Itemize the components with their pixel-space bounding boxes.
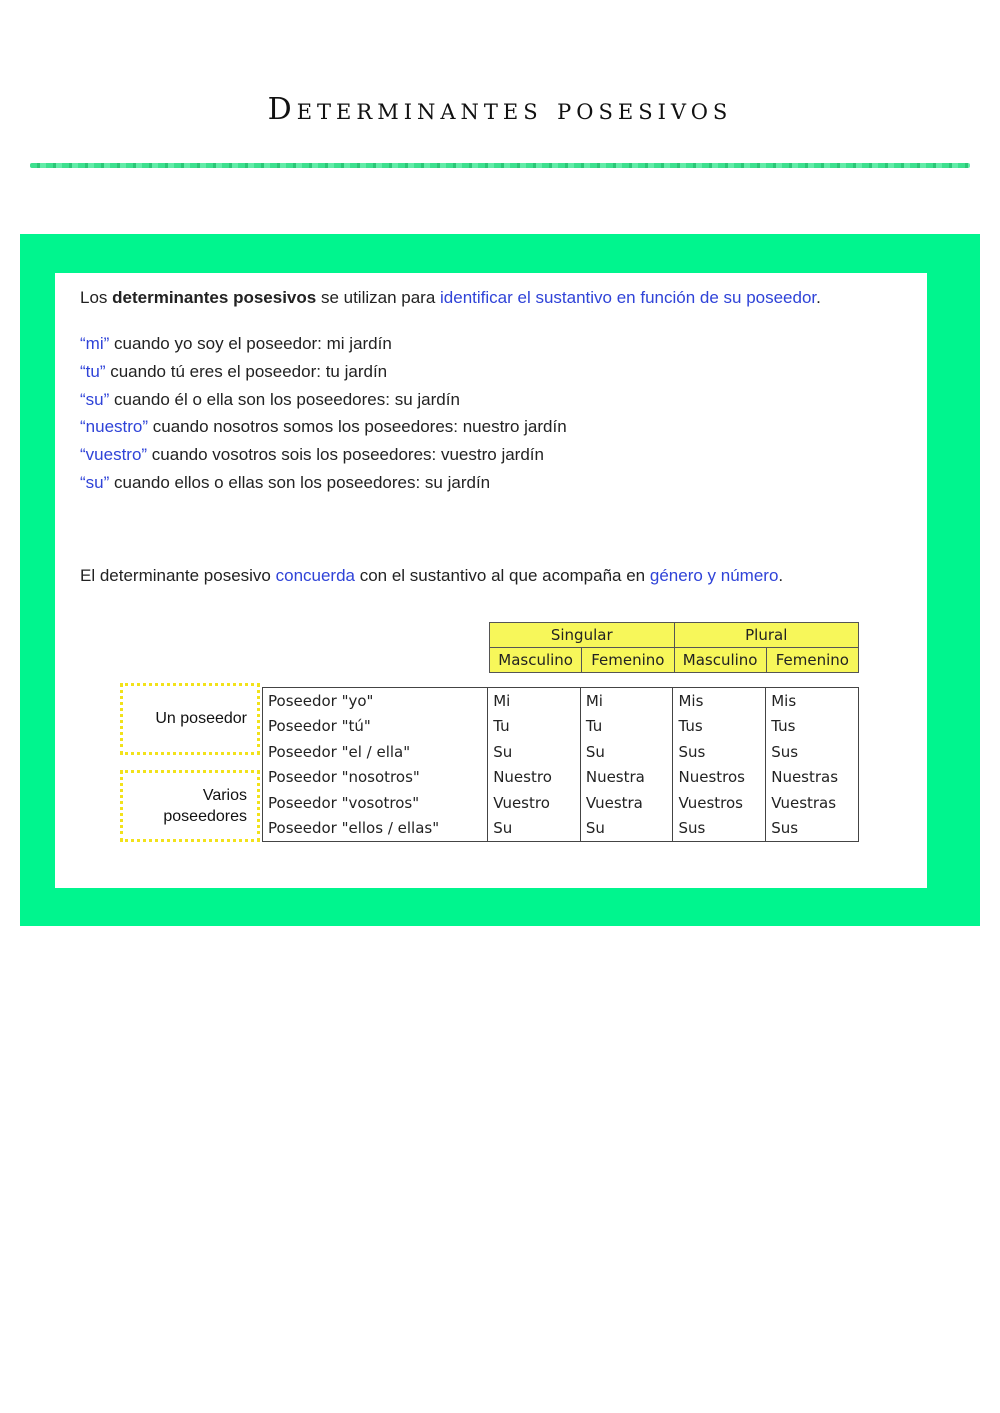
possessor-cell: Poseedor "ellos / ellas" xyxy=(263,816,488,842)
rule-word: “mi” xyxy=(80,334,110,353)
intro-bold-term: determinantes posesivos xyxy=(112,288,317,307)
table-row xyxy=(263,790,859,816)
header-singular: Singular xyxy=(490,623,675,648)
page-title: Determinantes posesivos xyxy=(267,92,733,127)
header-sing-masc: Masculino xyxy=(490,648,582,673)
usage-rules xyxy=(80,334,567,501)
intro-middle: se utilizan para xyxy=(316,288,441,307)
form-cell: Vuestra xyxy=(580,790,673,816)
form-cell: Su xyxy=(580,816,673,842)
rule-word: “tu” xyxy=(80,361,106,381)
group-label-line-2: poseedores xyxy=(163,808,247,825)
form-cell: Mis xyxy=(673,688,766,714)
header-plur-masc: Masculino xyxy=(674,648,766,673)
intro-highlight: identificar el sustantivo en función de su poseedor xyxy=(440,288,817,307)
group-label-text xyxy=(163,785,247,827)
intro-prefix: Los xyxy=(80,288,113,307)
form-cell: Nuestro xyxy=(488,765,581,791)
rule-word: “su” xyxy=(80,472,110,492)
possessives-table xyxy=(262,687,859,842)
rule-word: “su” xyxy=(80,389,110,409)
form-cell: Tus xyxy=(673,714,766,740)
possessor-cell: Poseedor "nosotros" xyxy=(263,765,488,791)
header-sing-fem: Femenino xyxy=(582,648,674,673)
possessor-cell: Poseedor "vosotros" xyxy=(263,790,488,816)
rule-word: “vuestro” xyxy=(80,445,148,465)
possessor-cell: Poseedor "el / ella" xyxy=(263,739,488,765)
header-plur-fem: Femenino xyxy=(766,648,858,673)
form-cell: Tu xyxy=(580,714,673,740)
header-gender-row xyxy=(490,648,859,673)
rule-text: cuando nosotros somos los poseedores: nuestro jardín xyxy=(148,417,567,437)
rule-line xyxy=(80,334,567,362)
group-label-line-1: Varios xyxy=(202,787,247,804)
form-cell: Nuestros xyxy=(673,765,766,791)
rule-text: cuando ellos o ellas son los poseedores: su jardín xyxy=(109,472,491,492)
rule-text: cuando yo soy el poseedor: mi jardín xyxy=(109,334,392,353)
rule-line xyxy=(80,445,567,473)
rule-text: cuando tú eres el poseedor: tu jardín xyxy=(105,361,388,381)
table-header xyxy=(489,622,859,673)
form-cell: Tus xyxy=(766,714,859,740)
form-cell: Nuestras xyxy=(766,765,859,791)
rule-line xyxy=(80,417,567,445)
intro-suffix: . xyxy=(816,288,821,307)
agreement-paragraph xyxy=(80,566,783,586)
group-label-text: Un poseedor xyxy=(155,710,247,727)
header-plural: Plural xyxy=(674,623,859,648)
table-row xyxy=(263,765,859,791)
form-cell: Vuestro xyxy=(488,790,581,816)
title-divider xyxy=(30,163,970,168)
agreement-middle: con el sustantivo al que acompaña en xyxy=(355,566,650,585)
table-row xyxy=(263,816,859,842)
header-group-row xyxy=(490,623,859,648)
intro-paragraph xyxy=(80,288,821,308)
rule-line xyxy=(80,390,567,418)
form-cell: Mi xyxy=(580,688,673,714)
table-row xyxy=(263,688,859,714)
form-cell: Vuestros xyxy=(673,790,766,816)
form-cell: Nuestra xyxy=(580,765,673,791)
agreement-prefix: El determinante posesivo xyxy=(80,566,276,585)
form-cell: Mis xyxy=(766,688,859,714)
possessor-cell: Poseedor "tú" xyxy=(263,714,488,740)
table-row xyxy=(263,739,859,765)
form-cell: Su xyxy=(580,739,673,765)
form-cell: Su xyxy=(488,739,581,765)
form-cell: Sus xyxy=(766,816,859,842)
group-label-several-possessors xyxy=(120,770,260,842)
form-cell: Sus xyxy=(766,739,859,765)
rule-word: “nuestro” xyxy=(80,417,149,437)
rule-line xyxy=(80,362,567,390)
possessor-cell: Poseedor "yo" xyxy=(263,688,488,714)
rule-text: cuando él o ella son los poseedores: su jardín xyxy=(109,389,460,409)
rule-text: cuando vosotros sois los poseedores: vuestro jardín xyxy=(147,445,544,465)
table-row xyxy=(263,714,859,740)
form-cell: Tu xyxy=(488,714,581,740)
agreement-highlight-1: concuerda xyxy=(275,566,355,585)
form-cell: Mi xyxy=(488,688,581,714)
agreement-suffix: . xyxy=(778,566,784,585)
form-cell: Su xyxy=(488,816,581,842)
form-cell: Sus xyxy=(673,816,766,842)
form-cell: Sus xyxy=(673,739,766,765)
rule-line xyxy=(80,473,567,501)
agreement-highlight-2: género y número xyxy=(649,566,779,585)
group-label-one-possessor xyxy=(120,683,260,755)
form-cell: Vuestras xyxy=(766,790,859,816)
